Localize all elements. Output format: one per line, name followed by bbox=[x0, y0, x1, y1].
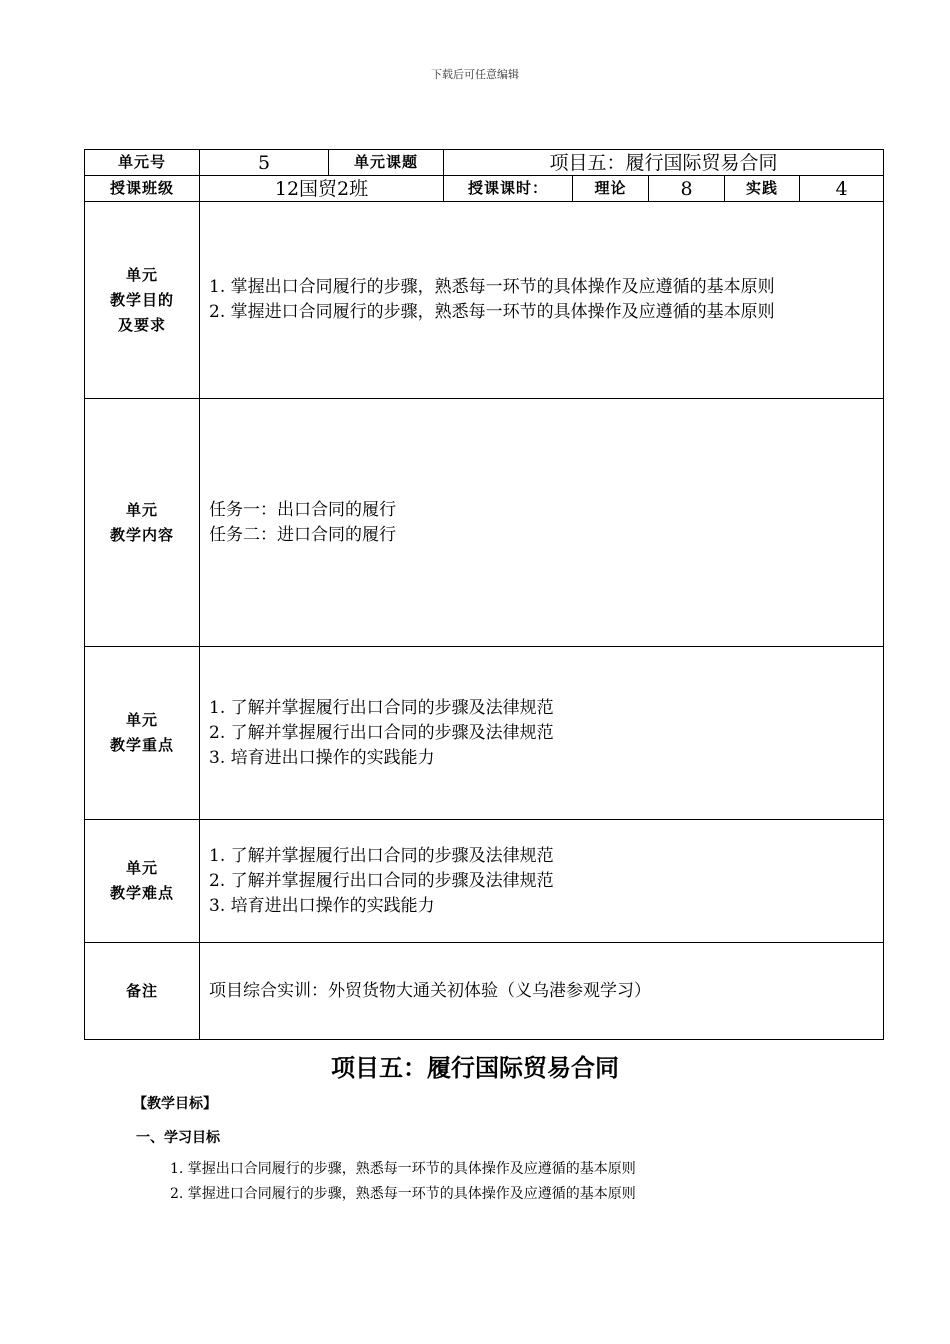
objectives-label-line: 单元 bbox=[125, 265, 158, 284]
objectives-label-line: 及要求 bbox=[117, 315, 166, 334]
list-item: 2. 了解并掌握履行出口合同的步骤及法律规范 bbox=[209, 870, 554, 891]
content-cell bbox=[200, 399, 884, 647]
hours-label: 授课课时： bbox=[444, 176, 573, 202]
list-item: 2. 掌握进口合同履行的步骤，熟悉每一环节的具体操作及应遵循的基本原则 bbox=[170, 1186, 636, 1202]
key-points-label-line: 教学重点 bbox=[109, 736, 174, 754]
list-item: 2. 掌握进口合同履行的步骤，熟悉每一环节的具体操作及应遵循的基本原则 bbox=[209, 302, 775, 322]
objectives-label-line: 教学目的 bbox=[109, 290, 174, 309]
list-item: 1. 了解并掌握履行出口合同的步骤及法律规范 bbox=[209, 697, 554, 718]
practice-hours: 4 bbox=[800, 176, 884, 202]
unit-topic-value: 项目五：履行国际贸易合同 bbox=[444, 150, 884, 176]
difficulties-label bbox=[85, 820, 200, 943]
unit-plan-table bbox=[84, 149, 884, 1040]
theory-label: 理论 bbox=[573, 176, 649, 202]
key-points-label bbox=[85, 647, 200, 820]
list-item: 任务二：进口合同的履行 bbox=[209, 524, 396, 545]
content-label bbox=[85, 399, 200, 647]
list-item: 1. 掌握出口合同履行的步骤，熟悉每一环节的具体操作及应遵循的基本原则 bbox=[209, 277, 775, 297]
key-points-content bbox=[200, 647, 884, 820]
class-label: 授课班级 bbox=[85, 176, 200, 202]
theory-hours: 8 bbox=[649, 176, 725, 202]
list-item: 3. 培育进出口操作的实践能力 bbox=[209, 895, 435, 916]
content-label-line: 单元 bbox=[125, 500, 158, 519]
list-item: 1. 掌握出口合同履行的步骤，熟悉每一环节的具体操作及应遵循的基本原则 bbox=[170, 1161, 636, 1177]
list-item: 2. 了解并掌握履行出口合同的步骤及法律规范 bbox=[209, 722, 554, 743]
unit-no-label: 单元号 bbox=[85, 150, 200, 176]
unit-topic-label: 单元课题 bbox=[329, 150, 444, 176]
objectives-content bbox=[200, 202, 884, 399]
learning-goals-heading: 一、学习目标 bbox=[136, 1130, 220, 1146]
objectives-label bbox=[85, 202, 200, 399]
difficulties-label-line: 单元 bbox=[125, 859, 158, 877]
learning-goals-list bbox=[170, 1157, 636, 1207]
teaching-goals-heading: 【教学目标】 bbox=[133, 1096, 217, 1112]
class-value: 12国贸2班 bbox=[200, 176, 444, 202]
key-points-label-line: 单元 bbox=[125, 711, 158, 729]
difficulties-label-line: 教学难点 bbox=[109, 884, 174, 902]
list-item: 任务一：出口合同的履行 bbox=[209, 499, 396, 520]
document-title: 项目五：履行国际贸易合同 bbox=[331, 1054, 619, 1082]
page-header-note: 下载后可任意编辑 bbox=[431, 68, 519, 81]
list-item: 1. 了解并掌握履行出口合同的步骤及法律规范 bbox=[209, 845, 554, 866]
content-label-line: 教学内容 bbox=[109, 525, 174, 544]
remarks-label: 备注 bbox=[85, 943, 200, 1040]
difficulties-content bbox=[200, 820, 884, 943]
list-item: 3. 培育进出口操作的实践能力 bbox=[209, 747, 435, 768]
remarks-text: 项目综合实训：外贸货物大通关初体验（义乌港参观学习） bbox=[209, 980, 651, 1001]
remarks-content bbox=[200, 943, 884, 1040]
practice-label: 实践 bbox=[725, 176, 800, 202]
unit-no-value: 5 bbox=[200, 150, 329, 176]
